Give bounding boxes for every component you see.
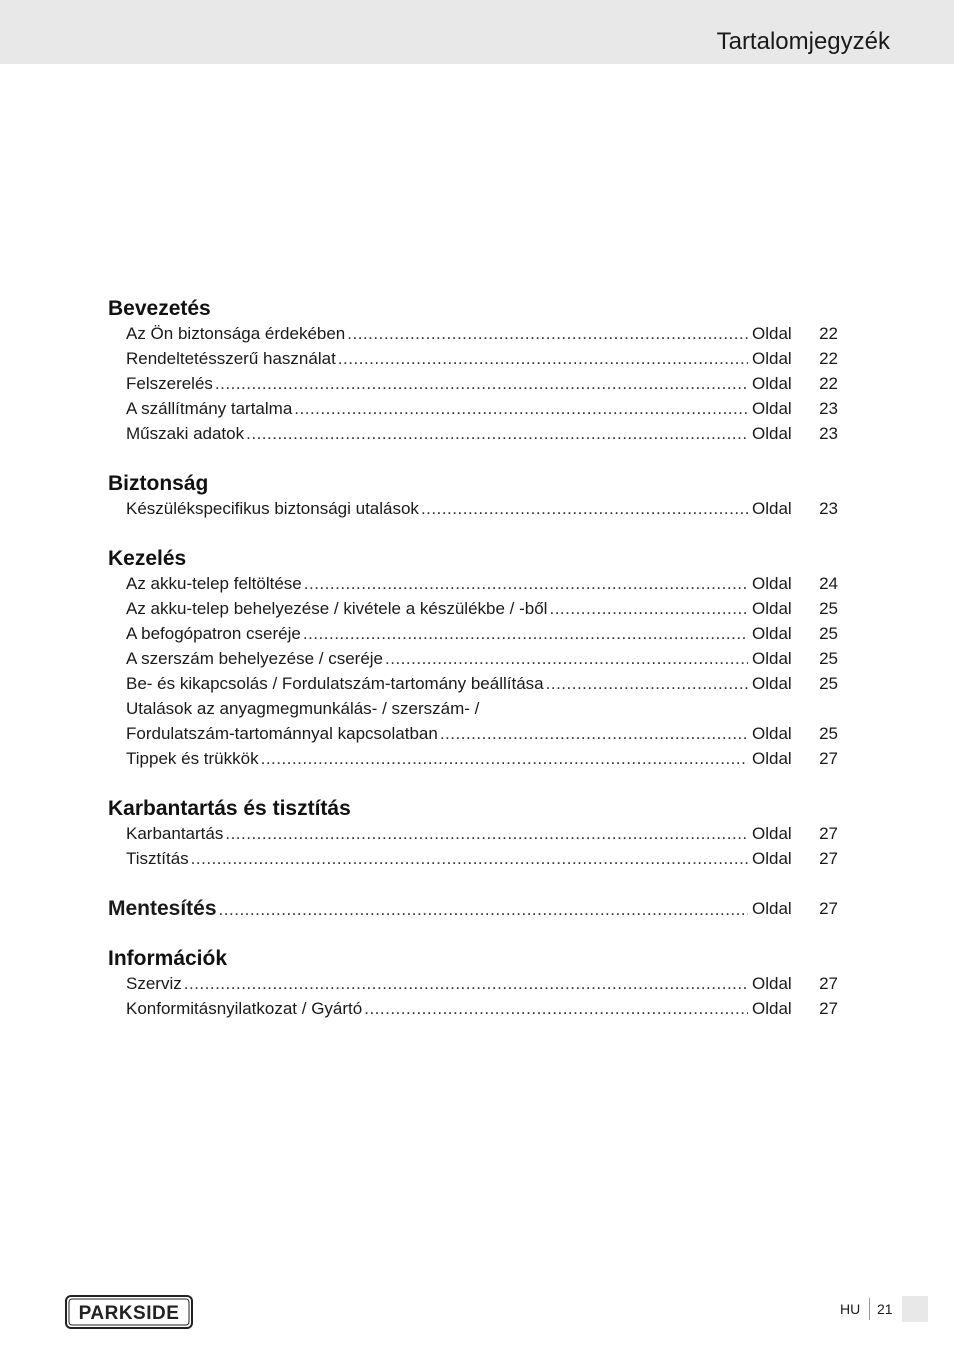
toc-entry-page: 27: [819, 899, 838, 918]
oldal-label: Oldal: [752, 999, 792, 1018]
toc-entry-continued[interactable]: [108, 696, 840, 721]
page-tab-marker: [902, 1296, 928, 1322]
toc-entry[interactable]: [108, 321, 840, 346]
toc-entry-page: 22: [819, 324, 838, 343]
toc-entry-title: A szerszám behelyezése / cseréje: [126, 649, 384, 668]
toc-entry[interactable]: [108, 496, 840, 521]
toc-entry[interactable]: [108, 996, 840, 1021]
toc-entry-mentesites[interactable]: [108, 896, 840, 921]
oldal-label: Oldal: [752, 424, 792, 443]
oldal-label: Oldal: [752, 599, 792, 618]
toc-entry[interactable]: [108, 721, 840, 746]
toc-entry-title: Felszerelés: [126, 374, 213, 393]
toc-entry-page: 27: [819, 749, 838, 768]
toc-entry-title: A szállítmány tartalma: [126, 399, 293, 418]
toc-entry-title: Az akku-telep behelyezése / kivétele a készülékbe / -ből: [126, 599, 548, 618]
oldal-label: Oldal: [752, 374, 792, 393]
toc-entry[interactable]: [108, 671, 840, 696]
footer-divider: [869, 1298, 870, 1320]
page-number: 21: [877, 1301, 893, 1317]
toc-entry-page: 27: [819, 974, 838, 993]
toc-entry[interactable]: [108, 821, 840, 846]
toc-entry-page: 27: [819, 999, 838, 1018]
oldal-label: Oldal: [752, 649, 792, 668]
toc-entry-title: Tisztítás: [126, 849, 189, 868]
toc-entry[interactable]: [108, 746, 840, 771]
toc-entry-title: Tippek és trükkök: [126, 749, 259, 768]
toc-entry-page: 25: [819, 649, 838, 668]
oldal-label: Oldal: [752, 574, 792, 593]
table-of-contents: [108, 296, 840, 1021]
toc-entry[interactable]: [108, 596, 840, 621]
toc-entry-page: 25: [819, 674, 838, 693]
oldal-label: Oldal: [752, 324, 792, 343]
toc-entry[interactable]: [108, 346, 840, 371]
toc-entry-page: 25: [819, 724, 838, 743]
toc-entry-title: Utalások az anyagmegmunkálás- / szerszám- /: [126, 699, 480, 718]
language-code: HU: [840, 1301, 861, 1317]
toc-entry-page: 23: [819, 499, 838, 518]
toc-entry-page: 22: [819, 349, 838, 368]
toc-entry-title: Szerviz: [126, 974, 182, 993]
toc-entry-page: 24: [819, 574, 838, 593]
oldal-label: Oldal: [752, 399, 792, 418]
oldal-label: Oldal: [752, 624, 792, 643]
oldal-label: Oldal: [752, 974, 792, 993]
toc-entry[interactable]: [108, 621, 840, 646]
section-heading-biztonsag: Biztonság: [108, 472, 209, 495]
toc-entry-page: 23: [819, 424, 838, 443]
toc-entry-page: 25: [819, 599, 838, 618]
section-heading-bevezetes: Bevezetés: [108, 297, 211, 320]
toc-entry-title: Az Ön biztonsága érdekében: [126, 324, 346, 343]
section-heading-karbantartas: Karbantartás és tisztítás: [108, 797, 351, 820]
oldal-label: Oldal: [752, 849, 792, 868]
page-title: Tartalomjegyzék: [716, 28, 890, 55]
section-heading-mentesites: Mentesítés: [108, 897, 217, 920]
section-heading-kezeles: Kezelés: [108, 547, 187, 570]
toc-entry[interactable]: [108, 571, 840, 596]
section-heading-informaciok: Információk: [108, 947, 228, 970]
toc-entry-page: 22: [819, 374, 838, 393]
toc-entry-page: 27: [819, 824, 838, 843]
toc-entry-title: Karbantartás: [126, 824, 224, 843]
toc-entry-title: Műszaki adatok: [126, 424, 245, 443]
toc-entry[interactable]: [108, 421, 840, 446]
toc-entry[interactable]: [108, 371, 840, 396]
toc-entry-title: Konformitásnyilatkozat / Gyártó: [126, 999, 363, 1018]
oldal-label: Oldal: [752, 499, 792, 518]
oldal-label: Oldal: [752, 349, 792, 368]
toc-entry[interactable]: [108, 396, 840, 421]
toc-entry[interactable]: [108, 971, 840, 996]
oldal-label: Oldal: [752, 724, 792, 743]
oldal-label: Oldal: [752, 674, 792, 693]
oldal-label: Oldal: [752, 824, 792, 843]
toc-entry[interactable]: [108, 646, 840, 671]
logo-text: PARKSIDE: [78, 1303, 180, 1324]
parkside-logo: [65, 1295, 193, 1329]
toc-entry-page: 25: [819, 624, 838, 643]
toc-entry-page: 27: [819, 849, 838, 868]
oldal-label: Oldal: [752, 899, 792, 918]
toc-entry-title: Készülékspecifikus biztonsági utalások: [126, 499, 419, 518]
toc-entry-page: 23: [819, 399, 838, 418]
oldal-label: Oldal: [752, 749, 792, 768]
toc-entry-title: Be- és kikapcsolás / Fordulatszám-tartomány beállítása: [126, 674, 544, 693]
toc-entry-title: A befogópatron cseréje: [126, 624, 301, 643]
toc-entry-title: Rendeltetésszerű használat: [126, 349, 336, 368]
toc-entry-title: Fordulatszám-tartománnyal kapcsolatban: [126, 724, 438, 743]
toc-entry-title: Az akku-telep feltöltése: [126, 574, 302, 593]
toc-entry[interactable]: [108, 846, 840, 871]
